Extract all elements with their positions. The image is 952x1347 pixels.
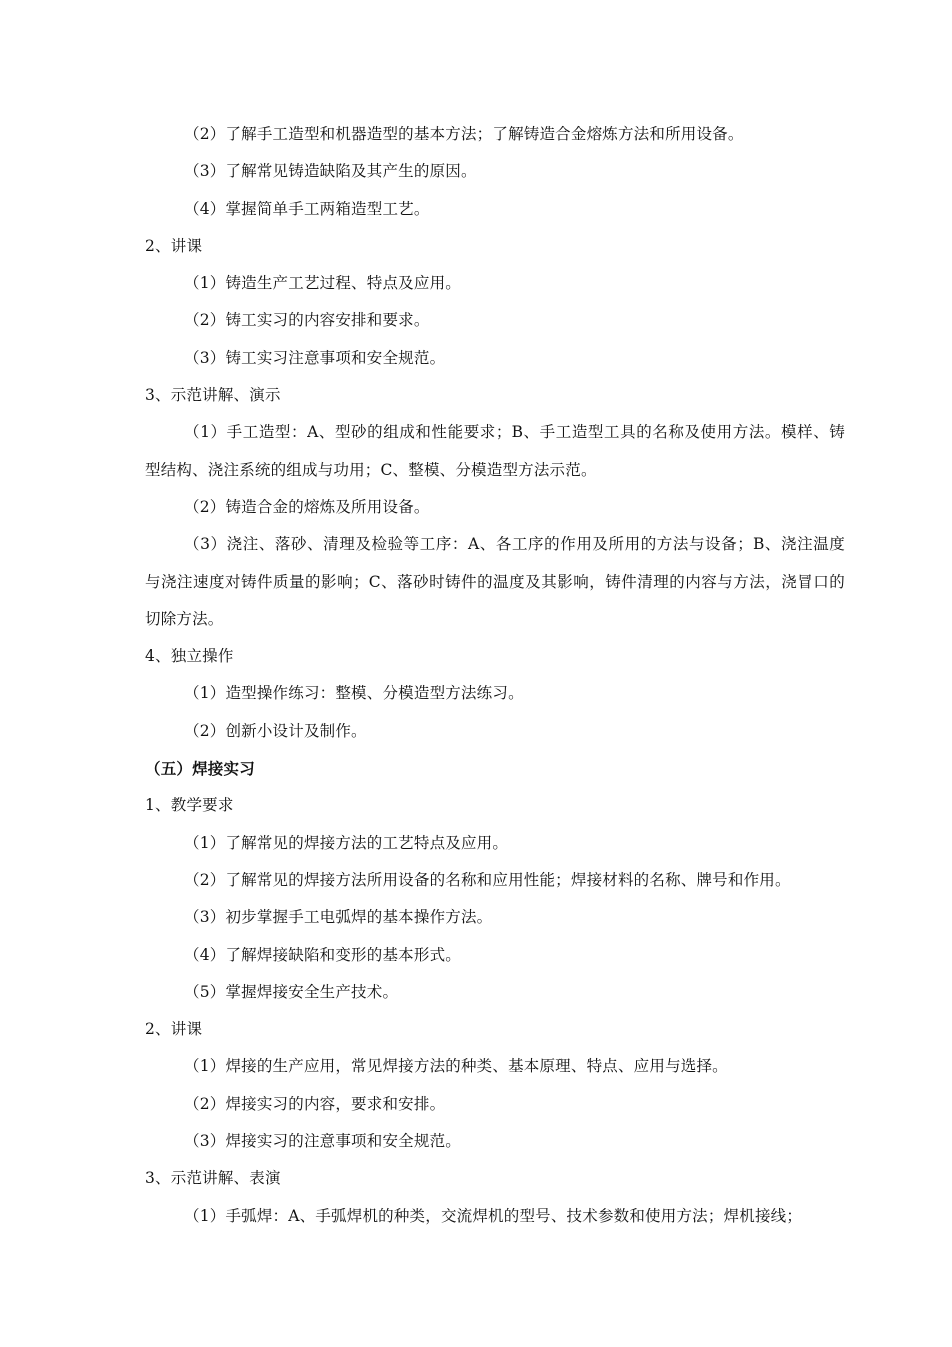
casting-demo-heading: 3、示范讲解、演示: [145, 386, 281, 405]
casting-practice-2: （2）创新小设计及制作。: [184, 721, 367, 740]
casting-lecture-1: （1）铸造生产工艺过程、特点及应用。: [184, 274, 461, 293]
casting-requirement-4: （4）掌握简单手工两箱造型工艺。: [184, 199, 430, 218]
casting-lecture-heading: 2、讲课: [145, 236, 203, 255]
welding-demo-1: （1）手弧焊：A、手弧焊机的种类，交流焊机的型号、技术参数和使用方法；焊机接线；: [184, 1206, 803, 1225]
casting-demo-1: （1）手工造型：A、型砂的组成和性能要求；B、手工造型工具的名称及使用方法。模样、铸型结构、浇注系统的组成与功用；C、整模、分模造型方法示范。: [145, 423, 845, 479]
casting-demo-3: （3）浇注、落砂、清理及检验等工序：A、各工序的作用及所用的方法与设备；B、浇注温度与浇注速度对铸件质量的影响；C、落砂时铸件的温度及其影响，铸件清理的内容与方法，浇冒口的切除方法。: [145, 535, 845, 628]
welding-requirement-5: （5）掌握焊接安全生产技术。: [184, 982, 399, 1001]
casting-practice-heading: 4、独立操作: [145, 647, 234, 666]
casting-requirement-3: （3）了解常见铸造缺陷及其产生的原因。: [184, 162, 477, 181]
casting-requirement-2: （2）了解手工造型和机器造型的基本方法；了解铸造合金熔炼方法和所用设备。: [184, 125, 744, 143]
welding-lecture-2: （2）焊接实习的内容，要求和安排。: [184, 1094, 446, 1113]
welding-lecture-heading: 2、讲课: [145, 1020, 203, 1039]
welding-requirement-heading: 1、教学要求: [145, 796, 234, 815]
welding-requirement-4: （4）了解焊接缺陷和变形的基本形式。: [184, 945, 461, 964]
welding-requirement-2: （2）了解常见的焊接方法所用设备的名称和应用性能；焊接材料的名称、牌号和作用。: [184, 870, 791, 889]
welding-lecture-3: （3）焊接实习的注意事项和安全规范。: [184, 1132, 461, 1151]
document-body: [145, 116, 845, 1235]
welding-demo-heading: 3、示范讲解、表演: [145, 1169, 281, 1188]
welding-requirement-1: （1）了解常见的焊接方法的工艺特点及应用。: [184, 833, 509, 852]
welding-section-title: （五）焊接实习: [145, 759, 255, 779]
casting-lecture-3: （3）铸工实习注意事项和安全规范。: [184, 348, 446, 367]
casting-demo-2: （2）铸造合金的熔炼及所用设备。: [184, 497, 430, 516]
welding-lecture-1: （1）焊接的生产应用，常见焊接方法的种类、基本原理、特点、应用与选择。: [184, 1057, 728, 1076]
casting-lecture-2: （2）铸工实习的内容安排和要求。: [184, 311, 430, 330]
welding-requirement-3: （3）初步掌握手工电弧焊的基本操作方法。: [184, 908, 493, 927]
casting-practice-1: （1）造型操作练习：整模、分模造型方法练习。: [184, 684, 524, 703]
